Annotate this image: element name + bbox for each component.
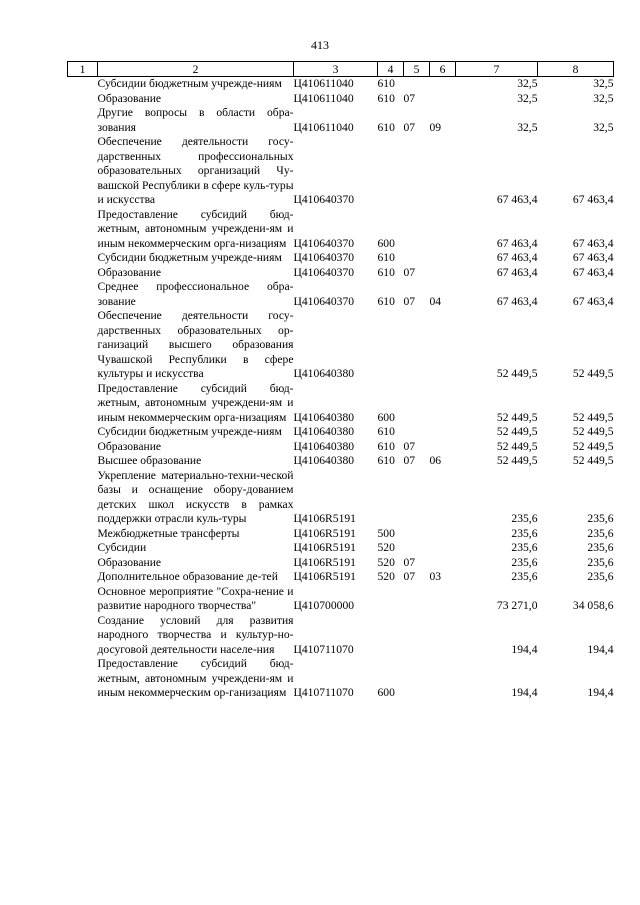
subsection-code — [430, 585, 456, 614]
amount-col-8: 235,6 — [587, 570, 614, 583]
row-name: Субсидии бюджетным учрежде-ниям — [97, 251, 282, 264]
row-name: Дополнительное образование де-тей — [97, 570, 278, 583]
row-name: Субсидии бюджетным учрежде-ниям — [97, 425, 282, 438]
amount-col-7: 32,5 — [517, 77, 538, 90]
expense-type-code: 520 — [377, 555, 395, 569]
amount-col-8: 67 463,4 — [572, 193, 614, 206]
subsection-code — [430, 266, 456, 281]
section-code: 07 — [403, 91, 416, 105]
amount-col-7: 67 463,4 — [496, 265, 538, 279]
row-spacer — [68, 585, 98, 614]
row-spacer — [68, 440, 98, 455]
expense-type-code: 610 — [377, 454, 395, 467]
section-code: 07 — [403, 555, 416, 569]
amount-col-8: 235,6 — [587, 555, 614, 569]
row-spacer — [68, 527, 98, 542]
column-header: 1 — [68, 62, 98, 77]
subsection-code — [430, 425, 456, 440]
expense-type-code — [378, 585, 404, 614]
expense-type-code: 610 — [377, 294, 395, 308]
row-name: Обеспечение деятельности госу-дарственных профессиональных образовательных организаций Чу-вашской Республики в сфере куль-туры и искусства — [97, 135, 294, 206]
target-article-code: Ц4106R5191 — [293, 526, 356, 540]
subsection-code — [430, 469, 456, 527]
amount-col-8: 235,6 — [587, 526, 614, 540]
section-code: 07 — [403, 265, 416, 279]
table-row — [68, 585, 614, 614]
row-spacer — [68, 570, 98, 585]
expense-type-code: 610 — [377, 91, 395, 105]
row-spacer — [68, 208, 98, 252]
amount-col-8: 194,4 — [587, 686, 614, 699]
row-name: Образование — [97, 265, 162, 279]
row-spacer — [68, 280, 98, 309]
row-spacer — [68, 614, 98, 658]
amount-col-8: 67 463,4 — [572, 265, 614, 279]
row-spacer — [68, 251, 98, 266]
table-row — [68, 251, 614, 266]
amount-col-7: 235,6 — [511, 555, 538, 569]
row-name: Среднее профессиональное обра-зование — [97, 280, 294, 308]
budget-table — [67, 61, 614, 701]
row-spacer — [68, 556, 98, 571]
table-row — [68, 309, 614, 382]
amount-col-8: 32,5 — [593, 77, 614, 90]
row-name: Создание условий для развития народного творчества и культур-но-досуговой деятельности населе-ния — [97, 613, 294, 656]
target-article-code: Ц410640370 — [293, 251, 355, 264]
section-code — [404, 309, 430, 382]
section-code — [404, 208, 430, 252]
expense-type-code — [378, 135, 404, 208]
subsection-code: 09 — [429, 120, 442, 134]
table-row — [68, 527, 614, 542]
expense-type-code: 500 — [377, 526, 395, 540]
row-spacer — [68, 382, 98, 426]
table-row — [68, 469, 614, 527]
table-row — [68, 440, 614, 455]
target-article-code: Ц410640380 — [293, 454, 355, 467]
table-row — [68, 382, 614, 426]
subsection-code: 03 — [429, 570, 442, 583]
amount-col-7: 67 463,4 — [496, 193, 538, 206]
table-row — [68, 77, 614, 92]
column-header: 2 — [98, 62, 294, 77]
column-header: 6 — [430, 62, 456, 77]
table-row — [68, 106, 614, 135]
amount-col-7: 235,6 — [511, 570, 538, 583]
expense-type-code: 520 — [377, 570, 395, 583]
row-name: Образование — [97, 439, 162, 453]
subsection-code — [430, 309, 456, 382]
target-article-code: Ц4106R5191 — [293, 512, 356, 525]
row-name: Субсидии — [97, 541, 147, 554]
section-code — [404, 469, 430, 527]
target-article-code: Ц410711070 — [293, 686, 354, 699]
page-number: 413 — [311, 38, 329, 52]
table-row — [68, 570, 614, 585]
row-spacer — [68, 106, 98, 135]
expense-type-code — [378, 309, 404, 382]
expense-type-code — [378, 614, 404, 658]
section-code — [404, 541, 430, 556]
amount-col-8: 52 449,5 — [572, 410, 614, 424]
subsection-code — [430, 556, 456, 571]
subsection-code — [430, 527, 456, 542]
target-article-code: Ц410640380 — [293, 410, 355, 424]
column-header: 7 — [456, 62, 538, 77]
target-article-code: Ц4106R5191 — [293, 555, 356, 569]
subsection-code — [430, 440, 456, 455]
row-name: Предоставление субсидий бюд-жетным, автономным учреждени-ям и иным некоммерческим орга-низациям — [97, 207, 294, 250]
expense-type-code: 610 — [377, 120, 395, 134]
amount-col-8: 52 449,5 — [572, 367, 614, 380]
subsection-code — [430, 77, 456, 92]
table-row — [68, 266, 614, 281]
subsection-code: 06 — [429, 454, 442, 467]
section-code — [404, 614, 430, 658]
target-article-code: Ц410640380 — [293, 439, 355, 453]
target-article-code: Ц4106R5191 — [293, 570, 356, 583]
target-article-code: Ц410611040 — [293, 91, 354, 105]
target-article-code: Ц410611040 — [293, 77, 354, 90]
amount-col-8: 52 449,5 — [572, 454, 614, 467]
row-name: Межбюджетные трансферты — [97, 526, 240, 540]
subsection-code — [430, 135, 456, 208]
row-name: Образование — [97, 555, 162, 569]
subsection-code — [430, 657, 456, 701]
expense-type-code: 600 — [377, 410, 395, 424]
amount-col-7: 52 449,5 — [496, 439, 538, 453]
amount-col-8: 67 463,4 — [572, 294, 614, 308]
section-code — [404, 527, 430, 542]
section-code: 07 — [403, 454, 416, 467]
table-row — [68, 135, 614, 208]
section-code: 07 — [403, 570, 416, 583]
row-spacer — [68, 541, 98, 556]
section-code — [404, 425, 430, 440]
subsection-code — [430, 541, 456, 556]
row-name: Другие вопросы в области обра-зования — [97, 106, 294, 134]
target-article-code: Ц410640380 — [293, 425, 355, 438]
amount-col-8: 235,6 — [587, 541, 614, 554]
row-spacer — [68, 92, 98, 107]
row-name: Предоставление субсидий бюд-жетным, автономным учреждени-ям и иным некоммерческим орга-низациям — [97, 381, 294, 424]
section-code — [404, 251, 430, 266]
subsection-code — [430, 382, 456, 426]
target-article-code: Ц410640370 — [293, 294, 355, 308]
table-row — [68, 425, 614, 440]
amount-col-8: 67 463,4 — [572, 251, 614, 264]
amount-col-7: 194,4 — [511, 686, 538, 699]
section-code: 07 — [403, 294, 416, 308]
section-code — [404, 585, 430, 614]
amount-col-7: 67 463,4 — [496, 294, 538, 308]
section-code — [404, 657, 430, 701]
subsection-code: 04 — [429, 294, 442, 308]
table-row — [68, 208, 614, 252]
table-row — [68, 280, 614, 309]
column-header: 3 — [294, 62, 378, 77]
expense-type-code: 600 — [377, 236, 395, 250]
row-name: Предоставление субсидий бюд-жетным, автономным учреждени-ям и иным некоммерческим ор-ганизациям — [97, 657, 294, 699]
table-row — [68, 614, 614, 658]
row-name: Основное мероприятие "Сохра-нение и развитие народного творчества" — [97, 584, 294, 612]
section-code: 07 — [403, 120, 416, 134]
amount-col-7: 32,5 — [517, 120, 538, 134]
amount-col-8: 235,6 — [587, 512, 614, 525]
expense-type-code: 610 — [377, 77, 395, 90]
column-header: 4 — [378, 62, 404, 77]
table-row — [68, 657, 614, 701]
target-article-code: Ц410640380 — [293, 367, 355, 380]
table-row — [68, 454, 614, 469]
section-code — [404, 382, 430, 426]
expense-type-code: 610 — [377, 425, 395, 438]
amount-col-7: 52 449,5 — [496, 410, 538, 424]
row-spacer — [68, 469, 98, 527]
target-article-code: Ц410711070 — [293, 642, 354, 656]
target-article-code: Ц410611040 — [293, 120, 354, 134]
column-header: 8 — [538, 62, 614, 77]
amount-col-7: 52 449,5 — [496, 367, 538, 380]
section-code: 07 — [403, 439, 416, 453]
target-article-code: Ц410640370 — [293, 236, 355, 250]
amount-col-7: 73 271,0 — [496, 599, 538, 612]
expense-type-code: 610 — [377, 251, 395, 264]
header-row — [68, 62, 614, 77]
table-row — [68, 541, 614, 556]
row-spacer — [68, 77, 98, 92]
expense-type-code: 610 — [377, 439, 395, 453]
subsection-code — [430, 208, 456, 252]
amount-col-7: 67 463,4 — [496, 236, 538, 250]
amount-col-7: 194,4 — [511, 642, 538, 656]
row-name: Укрепление материально-техни-ческой базы и оснащение обору-дованием детских школ искусств в рамках поддержки отрасли куль-туры — [97, 468, 294, 525]
amount-col-7: 67 463,4 — [496, 251, 538, 264]
expense-type-code — [378, 469, 404, 527]
amount-col-7: 235,6 — [511, 541, 538, 554]
section-code — [404, 135, 430, 208]
table-row — [68, 92, 614, 107]
amount-col-7: 235,6 — [511, 526, 538, 540]
row-name: Субсидии бюджетным учрежде-ниям — [97, 77, 282, 90]
row-name: Обеспечение деятельности госу-дарственных образовательных ор-ганизаций высшего образования Чувашской Республики в сфере культуры и искусства — [97, 309, 294, 380]
amount-col-8: 32,5 — [593, 91, 614, 105]
subsection-code — [430, 92, 456, 107]
target-article-code: Ц4106R5191 — [293, 541, 356, 554]
column-header: 5 — [404, 62, 430, 77]
amount-col-8: 52 449,5 — [572, 425, 614, 438]
subsection-code — [430, 251, 456, 266]
row-name: Образование — [97, 91, 162, 105]
expense-type-code: 610 — [377, 265, 395, 279]
amount-col-8: 34 058,6 — [572, 599, 614, 612]
amount-col-7: 235,6 — [511, 512, 538, 525]
amount-col-7: 52 449,5 — [496, 425, 538, 438]
row-spacer — [68, 135, 98, 208]
amount-col-8: 194,4 — [587, 642, 614, 656]
section-code — [404, 77, 430, 92]
amount-col-8: 32,5 — [593, 120, 614, 134]
row-spacer — [68, 266, 98, 281]
amount-col-7: 32,5 — [517, 91, 538, 105]
subsection-code — [430, 614, 456, 658]
row-spacer — [68, 425, 98, 440]
target-article-code: Ц410640370 — [293, 193, 355, 206]
expense-type-code: 600 — [377, 686, 395, 699]
row-spacer — [68, 454, 98, 469]
row-name: Высшее образование — [97, 454, 202, 467]
amount-col-7: 52 449,5 — [496, 454, 538, 467]
amount-col-8: 67 463,4 — [572, 236, 614, 250]
expense-type-code: 520 — [377, 541, 395, 554]
table-row — [68, 556, 614, 571]
row-spacer — [68, 309, 98, 382]
target-article-code: Ц410700000 — [293, 599, 355, 612]
row-spacer — [68, 657, 98, 701]
target-article-code: Ц410640370 — [293, 265, 355, 279]
amount-col-8: 52 449,5 — [572, 439, 614, 453]
